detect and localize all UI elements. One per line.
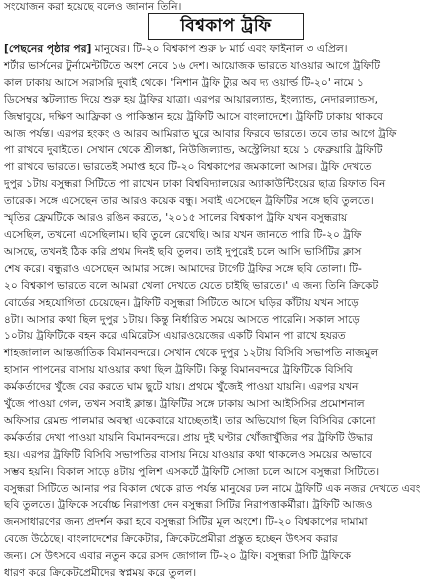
article-line: দুপুর ১টায় বসুন্ধরা সিটিতে পা রাখেন ঢাকা বিশ্ববিদ্যালয়ের অ্যাকাউন্টিংয়ের ছাত্র রিফাত বিন (4, 178, 386, 191)
previous-article-tail: সংযোজন করা হয়েছে বলেও জানান তিনি। (4, 1, 182, 13)
article-line: খুঁজে পাওয়া গেল, তখন সবাই ক্লান্ত। ট্রফিটির সঙ্গে ঢাকায় আসা আইসিসির প্রমোশনাল (4, 398, 365, 411)
article-body (4, 41, 437, 580)
headline-box (148, 13, 304, 40)
article-line: হাসান পাপনের বাসায় যাওয়ার কথা ছিল ট্রফিটি। কিন্তু বিমানবন্দরে ট্রফিটিকে বিসিবি (4, 364, 353, 377)
article-line: ডিসেম্বর স্কটল্যান্ড দিয়ে শুরু হয় ট্রফির যাত্রা। এরপর আয়ারল্যান্ড, ইংল্যান্ড, নেদারল্যান্ডস, (4, 93, 378, 106)
article-line: ২০ বিশ্বকাপ ভারতে বলে আমরা খেলা দেখতে যেতে চাইছি ভারতে।' এ জন্য তিনি ক্রিকেট (4, 279, 379, 292)
article-line: ধারণ করে ক্রিকেটপ্রেমীদের স্বপ্নময় করে তুলল। (4, 567, 197, 580)
article-line: শর্টার ভার্সনের টুর্নামেন্টটিতে অংশ নেবে ১৬ দেশ। আয়োজক ভারতে যাওয়ার আগে ট্রফিটি (4, 59, 381, 72)
article-line: জিম্বাবুয়ে, দক্ষিণ আফ্রিকা ও পাকিস্তান হয়ে ট্রফিটি আসে বাংলাদেশে। ট্রফিটি ঢাকায় থাকবে (4, 110, 383, 123)
article-line: কাল ঢাকায় আসে সরাসরি দুবাই থেকে। 'নিশান ট্রফি ট্যুর অব দ্য ওয়ার্ল্ড টি-২০' নামে ১ (4, 76, 364, 89)
article-line: ছবি তুলতে। ট্রফিকে সর্বোচ্চ নিরাপত্তা দেন বসুন্ধরা সিটির নিরাপত্তাকর্মীরা। ট্রফিটি আজও (4, 499, 373, 512)
article-line: বসুন্ধরা সিটিতে আনার পর বিকাল থেকে রাত পর্যন্ত মানুষের ঢল নামে ট্রফিটি এক নজর দেখতে এবং (4, 482, 421, 495)
article-line: জনসাধারণের জন্য প্রদর্শন করা হবে বসুন্ধরা সিটির মূল অংশে। টি-২০ বিশ্বকাপের দামামা (4, 516, 368, 529)
article-line: এসেছিল, তখনো এসেছিলাম। ছবি তুলে রেখেছি। আর যখন জানতে পারি টি-২০ ট্রফি (4, 228, 362, 241)
article-line: শেষ করে। বন্ধুরাও এসেছেন আমার সঙ্গে। আমাদের টার্গেট ট্রফির সঙ্গে ছবি তোলা। টি- (4, 262, 362, 275)
article-line: তারেক। সঙ্গে এসেছেন তার আরও কয়েক বন্ধু। সবাই এসেছেন ট্রফিটির সঙ্গে ছবি তুলতে। (4, 195, 374, 208)
article-line: ৪টা। আসার কথা ছিল দুপুর ১টায়। কিন্তু নির্ধারিত সময়ে আসতে পারেনি। সকাল সাড়ে (4, 313, 360, 326)
headline: বিশ্বকাপ ট্রফি (180, 15, 272, 36)
article-line: আসছে, তখনই ঠিক করি প্রথম দিনই ছবি তুলব। তাই দুপুরেই চলে আসি ভার্সিটির ক্লাস (4, 245, 362, 258)
article-line: কর্মকর্তাদের খুঁজে বের করতে ঘাম ছুটে যায়। প্রথমে খুঁজেই পাওয়া যায়নি। এরপর যখন (4, 381, 359, 394)
article-line: ১০টায় ট্রফিটিকে বহন করে এমিরেটস এয়ারওয়েজের একটি বিমান পা রাখে হযরত (4, 330, 346, 343)
article-line: বেজে উঠেছে। বাংলাদেশের ক্রিকেটার, ক্রিকেটপ্রেমীরা প্রস্তুত হচ্ছেন উৎসব করার (4, 533, 338, 546)
article-line: আজ পর্যন্ত। এরপর হংকং ও আরব আমিরাত ঘুরে আবার ফিরবে ভারতে। তবে তার আগে ট্রফি (4, 127, 397, 140)
article-line-text: মানুষের। টি-২০ বিশ্বকাপ শুরু ৮ মার্চ এবং ফাইনাল ৩ এপ্রিল। (91, 43, 348, 55)
article-line: পা রাখবে দুবাইতে। সেখান থেকে শ্রীলঙ্কা, নিউজিল্যান্ড, অস্ট্রেলিয়া হয়ে ১ ফেব্রুয়ারি ট্রফিটি (4, 144, 383, 157)
article-line: অফিসার রেমন্ড পালমার অবস্থা একেবারে যাচ্ছেতাই। তার অভিযোগ ছিল বিসিবির কোনো (4, 414, 376, 427)
article-line: সম্ভব হয়নি। বিকাল সাড়ে ৪টায় পুলিশ এসকর্টে ট্রফিটি সোজা চলে আসে বসুন্ধরা সিটিতে। (4, 465, 380, 478)
article-line: হয়। এরপর ট্রফিটি বিসিবি সভাপতির বাসায় নিয়ে যাওয়ার কথা থাকলেও সময়ের অভাবে (4, 448, 372, 461)
article-line: বোর্ডের সহযোগিতা চেয়েছেন। ট্রফিটি বসুন্ধরা সিটিতে আসে ঘড়ির কাঁটায় যখন সাড়ে (4, 296, 359, 309)
article-line: স্মৃতির ফ্রেমটিকে আরও রঙিন করতে, '২০১৫ সালের বিশ্বকাপ ট্রফি যখন বসুন্ধরায় (4, 212, 348, 225)
article-line: কর্মকর্তার দেখা পাওয়া যায়নি বিমানবন্দরে। প্রায় দুই ঘণ্টার খোঁজাখুঁজির পর ট্রফিটি উদ্ধার (4, 431, 373, 444)
article-line: জন্য। সে উৎসবে এবার নতুন করে রসদ জোগাল টি-২০ ট্রফি। বসুন্ধরা সিটি ট্রফিকে (4, 550, 351, 563)
article-line: পা রাখবে ভারতে। ভারতেই সমাপ্ত হবে টি-২০ বিশ্বকাপের জমকালো আসর। ট্রফি দেখতে (4, 161, 372, 174)
article-line (4, 41, 437, 58)
article-line: শাহজালাল আন্তর্জাতিক বিমানবন্দরে। সেখান থেকে দুপুর ১২টায় বিসিবি সভাপতি নাজমুল (4, 347, 379, 360)
continued-from-label: [পেছনের পৃষ্ঠার পর] (4, 43, 92, 55)
